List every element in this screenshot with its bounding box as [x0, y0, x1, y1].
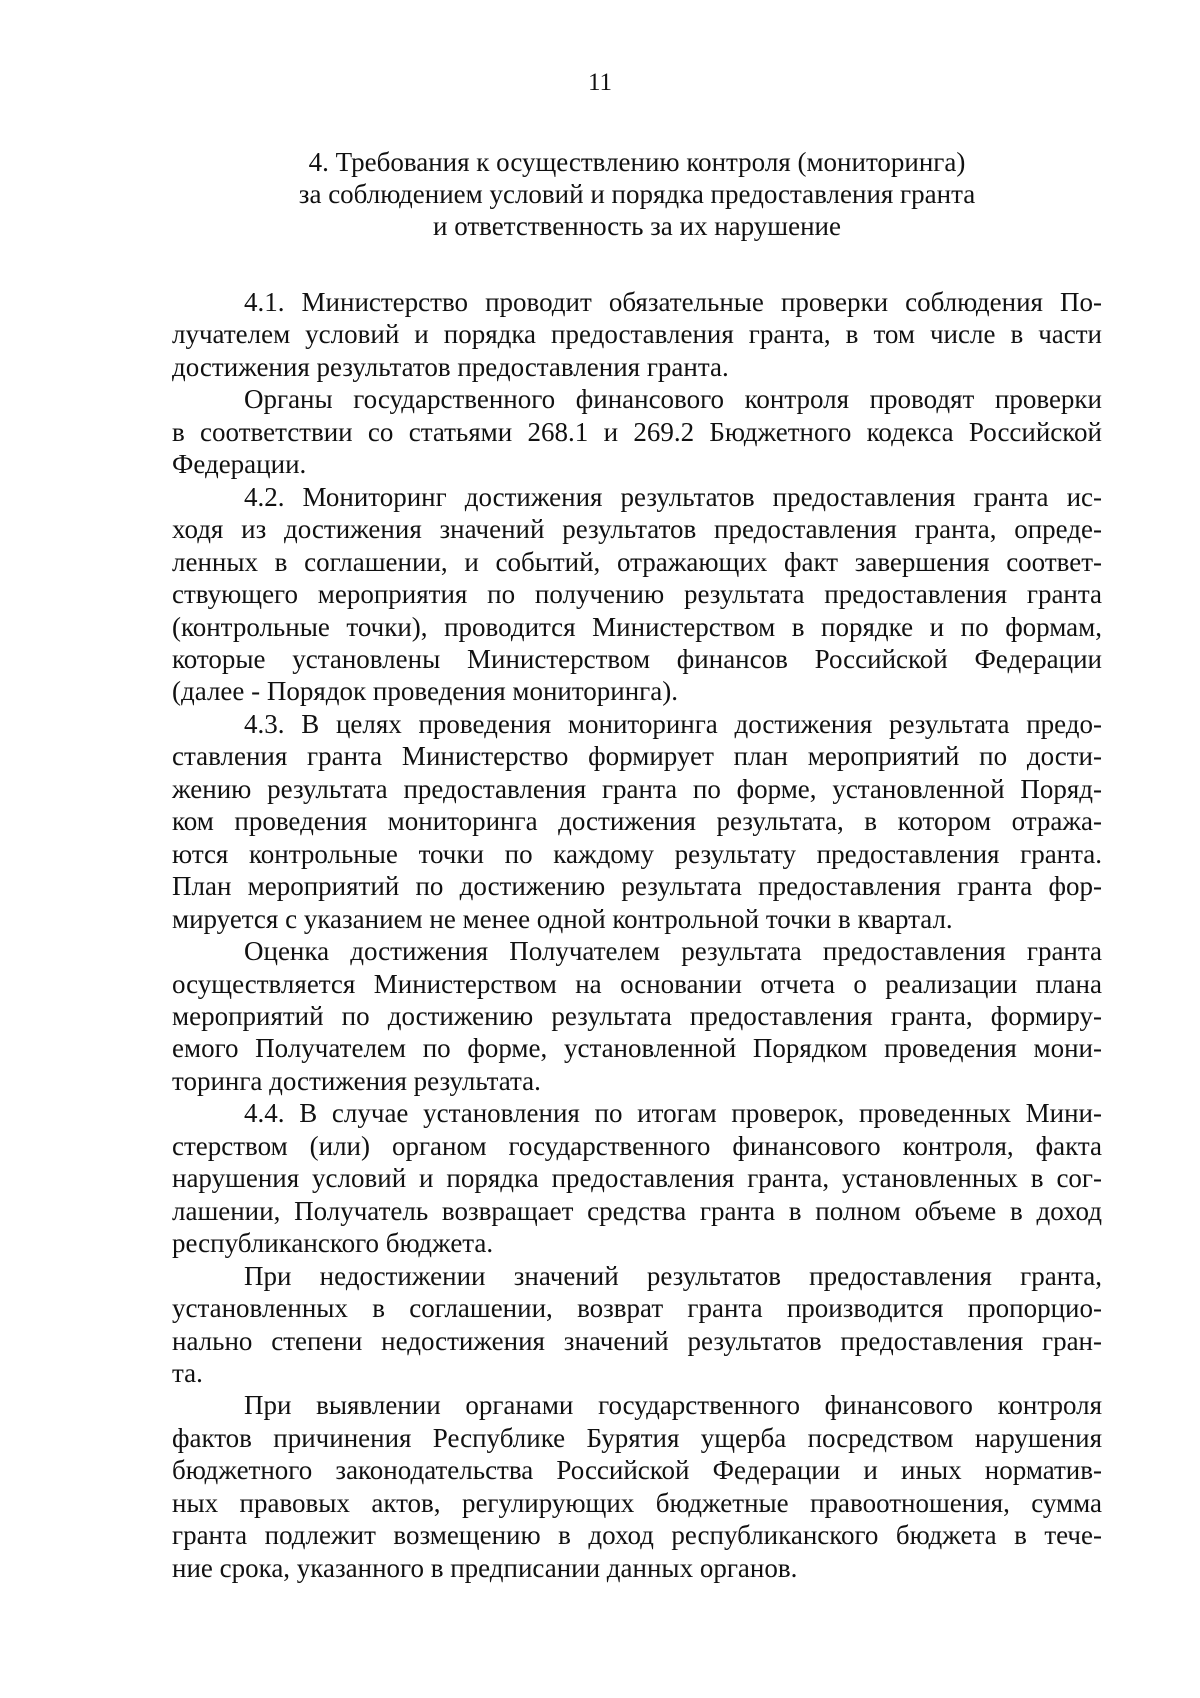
text-line: ются контрольные точки по каждому результату предоставления гранта.: [172, 838, 1102, 869]
text-line: ние срока, указанного в предписании данных органов.: [172, 1552, 798, 1583]
paragraph: [172, 1389, 1102, 1584]
paragraph: [172, 708, 1102, 935]
paragraph: [172, 1260, 1102, 1390]
text-line: лашении, Получатель возвращает средства гранта в полном объеме в доход: [172, 1195, 1102, 1226]
text-line: ком проведения мониторинга достижения результата, в котором отража-: [172, 806, 1102, 837]
text-line: емого Получателем по форме, установленной Порядком проведения мони-: [172, 1033, 1102, 1064]
paragraph: [172, 1097, 1102, 1259]
text-line: 4.1. Министерство проводит обязательные проверки соблюдения По-: [244, 287, 1102, 317]
section-heading: [172, 146, 1102, 242]
text-line: (далее - Порядок проведения мониторинга).: [172, 676, 678, 707]
text-line: достижения результатов предоставления гранта.: [172, 351, 729, 382]
document-body: [172, 286, 1102, 1584]
text-line: Федерации.: [172, 449, 307, 480]
text-line: При недостижении значений результатов предоставления гранта,: [244, 1260, 1102, 1291]
text-line: ленных в соглашении, и событий, отражающих факт завершения соответ-: [172, 546, 1102, 577]
text-line: При выявлении органами государственного финансового контроля: [244, 1390, 1102, 1421]
text-line: ных правовых актов, регулирующих бюджетные правоотношения, сумма: [172, 1487, 1102, 1518]
text-line: мероприятий по достижению результата предоставления гранта, формиру-: [172, 1000, 1102, 1031]
text-line: гранта подлежит возмещению в доход республиканского бюджета в тече-: [172, 1520, 1102, 1551]
text-line: нарушения условий и порядка предоставления гранта, установленных в сог-: [172, 1163, 1102, 1194]
text-line: бюджетного законодательства Российской Федерации и иных норматив-: [172, 1455, 1102, 1486]
text-line: та.: [172, 1357, 203, 1388]
paragraph: [172, 481, 1102, 708]
text-line: 4.4. В случае установления по итогам проверок, проведенных Мини-: [244, 1098, 1102, 1129]
text-line: осуществляется Министерством на основании отчета о реализации плана: [172, 968, 1102, 999]
text-line: установленных в соглашении, возврат гранта производится пропорцио-: [172, 1293, 1102, 1324]
paragraph: [172, 286, 1102, 383]
text-line: жению результата предоставления гранта по форме, установленной Поряд-: [172, 773, 1102, 804]
heading-line: за соблюдением условий и порядка предоставления гранта: [298, 179, 976, 209]
text-line: лучателем условий и порядка предоставления гранта, в том числе в части: [172, 319, 1102, 350]
text-line: ставления гранта Министерство формирует план мероприятий по дости-: [172, 741, 1102, 772]
page-number: 11: [587, 69, 613, 96]
heading-line: 4. Требования к осуществлению контроля (мониторинга): [308, 147, 966, 177]
text-line: которые установлены Министерством финансов Российской Федерации: [172, 643, 1102, 674]
text-line: Органы государственного финансового контроля проводят проверки: [244, 384, 1102, 415]
text-line: мируется с указанием не менее одной контрольной точки в квартал.: [172, 903, 953, 934]
text-line: 4.2. Мониторинг достижения результатов предоставления гранта ис-: [244, 481, 1102, 512]
text-line: фактов причинения Республике Бурятия ущерба посредством нарушения: [172, 1422, 1102, 1453]
paragraph: [172, 935, 1102, 1097]
text-line: Оценка достижения Получателем результата предоставления гранта: [244, 936, 1102, 967]
text-line: ствующего мероприятия по получению результата предоставления гранта: [172, 579, 1102, 610]
text-line: в соответствии со статьями 268.1 и 269.2 Бюджетного кодекса Российской: [172, 416, 1102, 447]
text-line: торинга достижения результата.: [172, 1065, 541, 1096]
text-line: (контрольные точки), проводится Министерством в порядке и по формам,: [172, 611, 1102, 642]
text-line: нально степени недостижения значений результатов предоставления гран-: [172, 1325, 1102, 1356]
text-line: республиканского бюджета.: [172, 1228, 494, 1259]
text-line: ходя из достижения значений результатов предоставления гранта, опреде-: [172, 514, 1102, 545]
heading-line: и ответственность за их нарушение: [433, 211, 841, 241]
paragraph: [172, 383, 1102, 480]
text-line: План мероприятий по достижению результата предоставления гранта фор-: [172, 871, 1102, 902]
text-line: стерством (или) органом государственного финансового контроля, факта: [172, 1130, 1102, 1161]
text-line: 4.3. В целях проведения мониторинга достижения результата предо-: [244, 708, 1102, 739]
